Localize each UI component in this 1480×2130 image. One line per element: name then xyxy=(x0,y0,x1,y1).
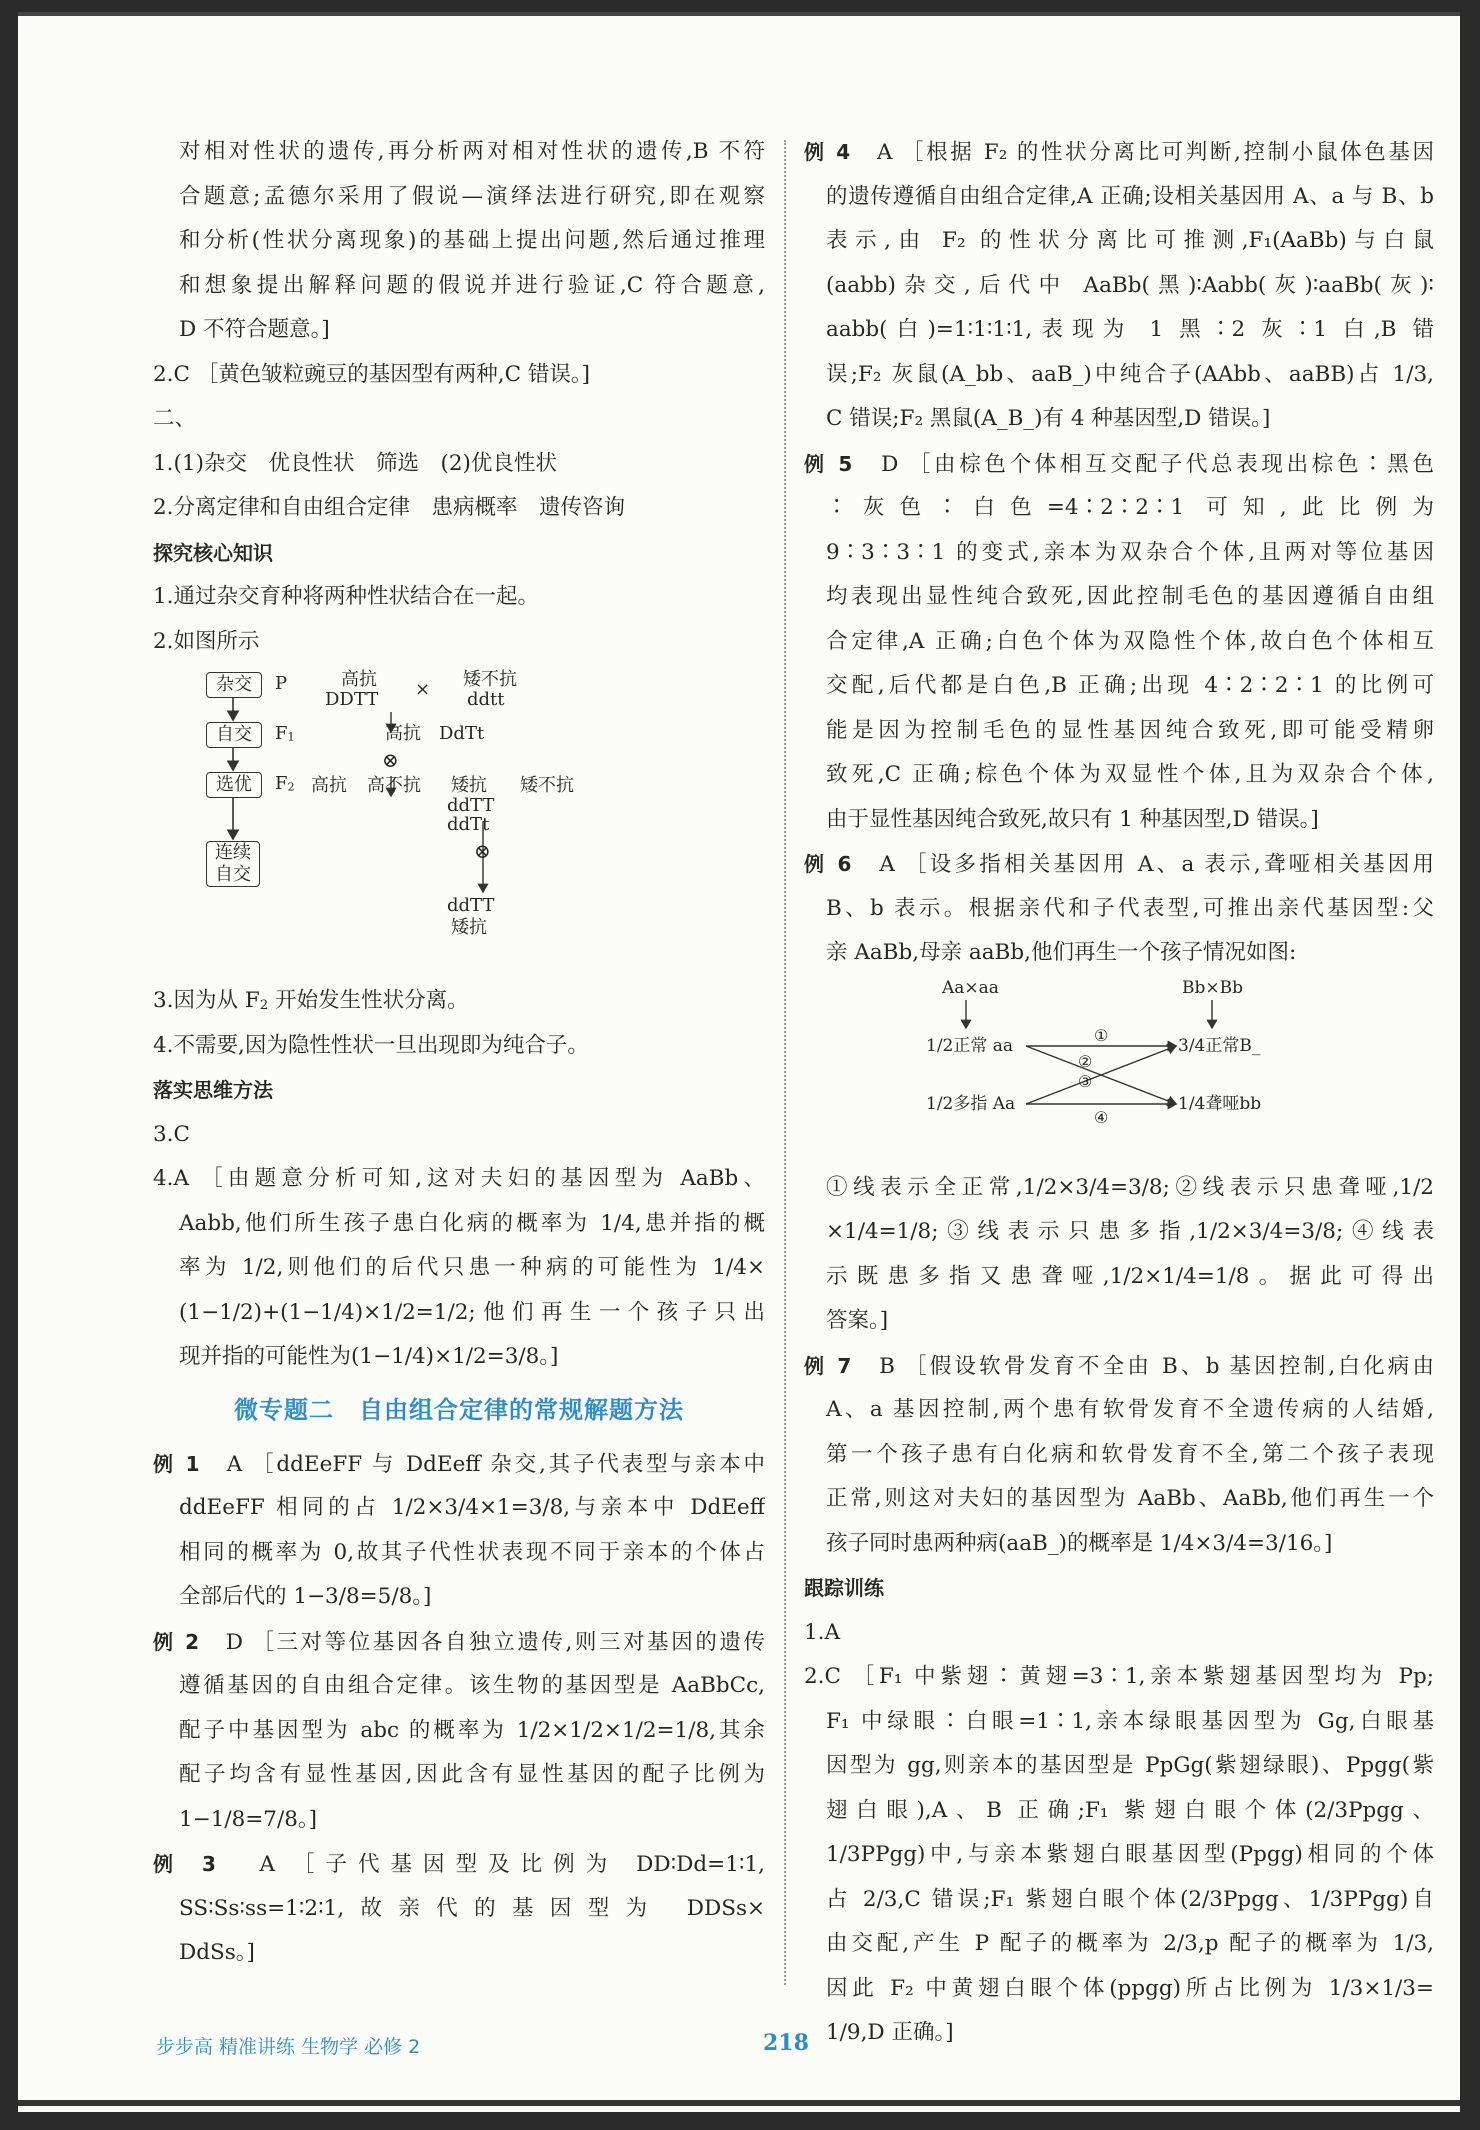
answer-1: 1.(1)杂交 优良性状 筛选 (2)优良性状 xyxy=(153,450,557,476)
f2-type-3: 矮抗 xyxy=(451,775,487,796)
example-4-line: 误;F₂ 灰鼠(A_bb、aaB_)中纯合子(AAbb、aaBB)占 1/3, xyxy=(826,361,1434,387)
f2-genotype-1: ddTT xyxy=(447,795,495,816)
f1-genotype: DdTt xyxy=(439,723,485,744)
column-divider xyxy=(784,140,786,1985)
method-4-line: Aabb,他们所生孩子患白化病的概率为 1/4,患并指的概 xyxy=(179,1210,765,1236)
section-two: 二、 xyxy=(153,406,197,431)
example-7-line: 孩子同时患两种病(aaB_)的概率是 1/4×3/4=3/16。] xyxy=(826,1530,1333,1556)
example-5-line: 由于显性基因纯合致死,故只有 1 种基因型,D 错误。] xyxy=(826,806,1319,832)
heading-explore: 探究核心知识 xyxy=(153,540,273,565)
example-7-line: 例 7 B ［假设软骨发育不全由 B、b 基因控制,白化病由 xyxy=(804,1353,1434,1379)
footer-series: 步步高 精准讲练 生物学 必修 2 xyxy=(156,2036,421,2058)
method-4-line: 率为 1/2,则他们的后代只患一种病的可能性为 1/4× xyxy=(179,1255,765,1280)
example-6b-line: 答案。] xyxy=(826,1308,889,1333)
example-4-line: 例 4 A ［根据 F₂ 的性状分离比可判断,控制小鼠体色基因 xyxy=(804,140,1434,165)
bottom-edge xyxy=(18,2100,1460,2106)
self-cross-symbol-2: ⊗ xyxy=(474,839,491,863)
example-5-line: 均表现出显性纯合致死,因此控制毛色的基因遵循自由组 xyxy=(826,584,1434,609)
step-continuous-self: 连续自交 xyxy=(206,841,260,887)
text-line: D 不符合题意。] xyxy=(179,317,330,342)
label-p: P xyxy=(275,673,288,694)
explore-4: 4.不需要,因为隐性性状一旦出现即为纯合子。 xyxy=(153,1032,589,1058)
example-6b-line: ①线表示全正常,1/2×3/4=3/8;②线表示只患聋哑,1/2 xyxy=(826,1174,1434,1200)
example-6-line: B、b 表示。根据亲代和子代表型,可推出亲代基因型:父 xyxy=(826,895,1434,921)
example-7-label: 例 7 xyxy=(804,1353,852,1378)
example-3-line: SS∶Ss∶ss=1∶2∶1,故亲代的基因型为 DDSs× xyxy=(179,1895,765,1921)
example-7-line: 第一个孩子患有白化病和软骨发育不全,第二个孩子表现 xyxy=(826,1441,1434,1467)
example-6-label: 例 6 xyxy=(804,852,852,876)
f2-type-4: 矮不抗 xyxy=(520,775,574,796)
tracking-2-line: 占 2/3,C 错误;F₁ 紫翅白眼个体(2/3Ppgg、1/3PPgg)自 xyxy=(826,1886,1434,1912)
tracking-2-line: 翅白眼),A、B 正确;F₁ 紫翅白眼个体(2/3Ppgg、 xyxy=(826,1797,1434,1823)
tracking-2-line: F₁ 中绿眼∶白眼=1∶1,亲本绿眼基因型为 Gg,白眼基 xyxy=(826,1708,1434,1734)
example-2-line: 1−1/8=7/8。] xyxy=(179,1806,318,1832)
page-sheet xyxy=(18,12,1460,2112)
f1-phenotype: 高抗 xyxy=(385,723,421,744)
tracking-2-line: 因此 F₂ 中黄翅白眼个体(ppgg)所占比例为 1/3×1/3= xyxy=(826,1975,1434,2001)
text-line: 对相对性状的遗传,再分析两对相对性状的遗传,B 不符 xyxy=(179,139,765,164)
tracking-2-line: 1/9,D 正确。] xyxy=(826,2020,954,2045)
explore-3: 3.因为从 $F_2$ 开始发生性状分离。 xyxy=(153,988,469,1013)
label-f1: $F_1$ xyxy=(275,723,295,744)
text-line: 和想象提出解释问题的假说并进行验证,C 符合题意, xyxy=(179,272,765,298)
example-1-line: 相同的概率为 0,故其子代性状表现不同于亲本的个体占 xyxy=(179,1539,765,1565)
label-f2: $F_2$ xyxy=(275,773,295,794)
section-title: 微专题二 自由组合定律的常规解题方法 xyxy=(234,1395,684,1424)
example-2-label: 例 2 xyxy=(153,1629,200,1654)
cross-bb: Bb×Bb xyxy=(1182,977,1243,998)
heading-method: 落实思维方法 xyxy=(153,1078,273,1102)
heading-tracking: 跟踪训练 xyxy=(804,1576,884,1600)
right-deaf: 1/4聋哑bb xyxy=(1178,1093,1262,1114)
f2-type-2: 高不抗 xyxy=(367,775,421,796)
example-4-line: C 错误;F₂ 黑鼠(A_B_)有 4 种基因型,D 错误。] xyxy=(826,406,1271,431)
method-4-line: 现并指的可能性为(1−1/4)×1/2=3/8。] xyxy=(179,1344,559,1369)
text-line: 合题意;孟德尔采用了假说—演绎法进行研究,即在观察 xyxy=(179,183,765,209)
tracking-2-line: 1/3PPgg)中,与亲本紫翅白眼基因型(Ppgg)相同的个体 xyxy=(826,1842,1434,1867)
example-4-label: 例 4 xyxy=(804,140,851,164)
example-2-line: 例 2 D ［三对等位基因各自独立遗传,则三对基因的遗传 xyxy=(153,1629,765,1655)
example-1-line: 全部后代的 1−3/8=5/8。] xyxy=(179,1584,432,1609)
example-4-line: 表示,由 F₂ 的性状分离比可推测,F₁(AaBb)与白鼠 xyxy=(826,228,1434,253)
example-2-line: 遵循基因的自由组合定律。该生物的基因型是 AaBbCc, xyxy=(179,1673,765,1698)
left-polydactyly: 1/2多指 Aa xyxy=(926,1093,1016,1114)
top-edge xyxy=(18,12,1460,16)
tracking-2-line: 2.C ［F₁ 中紫翅∶黄翅=3∶1,亲本紫翅基因型均为 Pp; xyxy=(804,1664,1434,1689)
example-5-line: 合定律,A 正确;白色个体为双隐性个体,故白色个体相互 xyxy=(826,628,1434,654)
example-3-line: DdSs。] xyxy=(179,1940,255,1965)
example-7-line: 正常,则这对夫妇的基因型为 AaBb、AaBb,他们再生一个 xyxy=(826,1486,1434,1511)
self-cross-symbol: ⊗ xyxy=(382,748,399,772)
example-5-line: 交配,后代都是白色,B 正确;出现 4∶2∶2∶1 的比例可 xyxy=(826,673,1434,698)
parent2-phenotype: 矮不抗 xyxy=(463,669,517,690)
right-column xyxy=(804,130,1434,2056)
parent1-phenotype: 高抗 xyxy=(341,669,377,690)
cross-aa: Aa×aa xyxy=(942,977,999,998)
method-4-line: (1−1/2)+(1−1/4)×1/2=1/2;他们再生一个孩子只出 xyxy=(179,1299,765,1325)
answer-2c: 2.C ［黄色皱粒豌豆的基因型有两种,C 错误。] xyxy=(153,361,591,387)
explore-2: 2.如图所示 xyxy=(153,628,260,654)
example-1-line: 例 1 A ［ddEeFF 与 DdEeff 杂交,其子代表型与亲本中 xyxy=(153,1451,765,1477)
tracking-2-line: 因型为 gg,则亲本的基因型是 PpGg(紫翅绿眼)、Ppgg(紫 xyxy=(826,1753,1434,1778)
example-6b-line: 示既患多指又患聋哑,1/2×1/4=1/8。据此可得出 xyxy=(826,1263,1434,1289)
right-normal: 3/4正常B_ xyxy=(1178,1035,1261,1056)
tracking-2-line: 由交配,产生 P 配子的概率为 2/3,p 配子的概率为 1/3, xyxy=(826,1931,1434,1956)
example-3-line: 例 3 A ［子代基因型及比例为 DD∶Dd=1∶1, xyxy=(153,1852,765,1877)
example-4-line: aabb(白)=1∶1∶1∶1,表现为 1 黑∶2 灰∶1 白,B 错 xyxy=(826,317,1434,342)
example-3-label: 例 3 xyxy=(153,1852,216,1876)
method-4-line: 4.A ［由题意分析可知,这对夫妇的基因型为 AaBb、 xyxy=(153,1166,765,1191)
f2-genotype-2: ddTt xyxy=(447,814,490,835)
page-number: 218 xyxy=(763,2030,809,2056)
method-3: 3.C xyxy=(153,1121,190,1147)
line-2-marker: ② xyxy=(1078,1051,1093,1071)
parent1-genotype: DDTT xyxy=(325,689,379,710)
example-6-line: 例 6 A ［设多指相关基因用 A、a 表示,聋哑相关基因用 xyxy=(804,852,1434,877)
example-4-line: (aabb)杂交,后代中 AaBb(黑)∶Aabb(灰)∶aaBb(灰)∶ xyxy=(826,272,1434,298)
example-6b-line: ×1/4=1/8;③线表示只患多指,1/2×3/4=3/8;④线表 xyxy=(826,1219,1434,1244)
example-4-line: 的遗传遵循自由组合定律,A 正确;设相关基因用 A、a 与 B、b xyxy=(826,183,1434,209)
example-5-line: 能是因为控制毛色的显性基因纯合致死,即可能受精卵 xyxy=(826,717,1434,743)
example-5-line: ∶灰色∶白色=4∶2∶2∶1 可知,此比例为 xyxy=(826,495,1434,520)
example-5-line: 致死,C 正确;棕色个体为双显性个体,且为双杂合个体, xyxy=(826,762,1434,787)
text-line: 和分析(性状分离现象)的基础上提出问题,然后通过推理 xyxy=(179,228,765,253)
step-self: 自交 xyxy=(206,722,262,748)
example-2-line: 配子均含有显性基因,因此含有显性基因的配子比例为 xyxy=(179,1762,765,1787)
step-select: 选优 xyxy=(206,772,262,798)
left-normal: 1/2正常 aa xyxy=(926,1035,1014,1056)
line-1-marker: ① xyxy=(1094,1025,1109,1045)
example-5-line: 9∶3∶3∶1 的变式,亲本为双杂合个体,且两对等位基因 xyxy=(826,539,1434,565)
example-1-label: 例 1 xyxy=(153,1451,200,1476)
example-6-line: 亲 AaBb,母亲 aaBb,他们再生一个孩子情况如图: xyxy=(826,940,1297,965)
example-1-line: ddEeFF 相同的占 1/2×3/4×1=3/8,与亲本中 DdEeff xyxy=(179,1495,765,1520)
f2-type-1: 高抗 xyxy=(311,775,347,796)
breeding-diagram xyxy=(153,664,753,979)
cross-symbol: × xyxy=(415,679,431,700)
line-3-marker: ③ xyxy=(1078,1071,1093,1091)
example-5-line: 例 5 D ［由棕色个体相互交配子代总表现出棕色∶黑色 xyxy=(804,451,1434,477)
offspring-diagram xyxy=(804,976,1404,1166)
example-5-label: 例 5 xyxy=(804,451,853,476)
offspring-lines xyxy=(804,976,1404,1166)
step-cross: 杂交 xyxy=(206,672,262,698)
example-2-line: 配子中基因型为 abc 的概率为 1/2×1/2×1/2=1/8,其余 xyxy=(179,1717,765,1743)
example-7-line: A、a 基因控制,两个患有软骨发育不全遗传病的人结婚, xyxy=(826,1397,1434,1422)
line-4-marker: ④ xyxy=(1094,1107,1109,1127)
final-phenotype: 矮抗 xyxy=(451,917,487,938)
left-column xyxy=(153,130,765,1976)
final-genotype: ddTT xyxy=(447,895,495,916)
tracking-1: 1.A xyxy=(804,1619,841,1645)
parent2-genotype: ddtt xyxy=(467,689,505,710)
answer-2: 2.分离定律和自由组合定律 患病概率 遗传咨询 xyxy=(153,495,626,520)
explore-1: 1.通过杂交育种将两种性状结合在一起。 xyxy=(153,584,540,609)
